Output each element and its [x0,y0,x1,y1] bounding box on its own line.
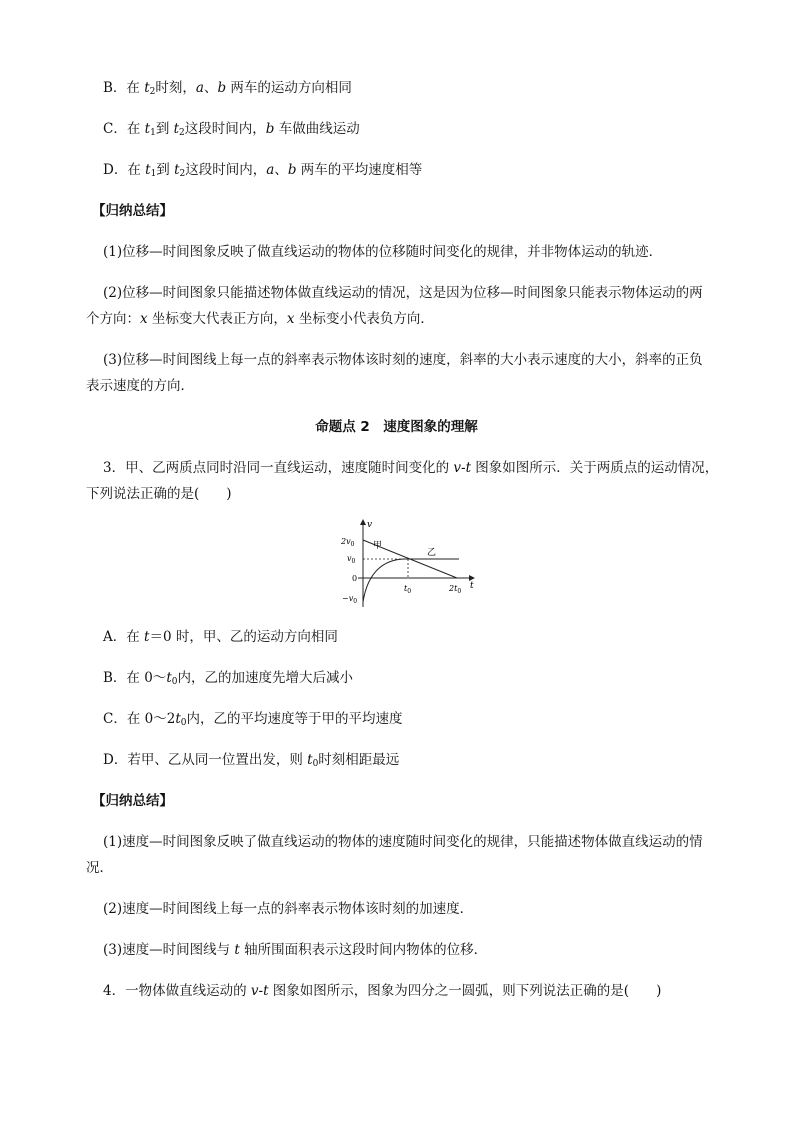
label-t0: $t_0$ [404,584,412,595]
label-v0: $v_0$ [347,554,356,565]
option-q2-d: D．在 $t_1$到 $t_2$这段时间内，a、b 两车的平均速度相等 [103,162,423,179]
label-neg-v0: $-v_0$ [342,594,358,605]
summary1-heading: 【归纳总结】 [92,203,173,219]
summary2-p3: (3)速度—时间图线与 t 轴所围面积表示这段时间内物体的位移． [103,942,488,958]
label-0: 0 [352,574,358,583]
summary2-p2: (2)速度—时间图线上每一点的斜率表示物体该时刻的加速度． [103,901,474,917]
series-yi-label: 乙 [427,548,437,558]
summary1-p2-line2: 个方向：x 坐标变大代表正方向，x 坐标变小代表负方向． [86,311,434,327]
label-2v0: $2v_0$ [341,537,355,548]
axis-v-label: v [367,520,373,530]
option-q3-d: D．若甲、乙从同一位置出发，则 $t_0$时刻相距最远 [103,752,400,769]
summary2-p1-line1: (1)速度—时间图象反映了做直线运动的物体的速度随时间变化的规律，只能描述物体做直线运动的情 [103,834,703,850]
series-jia-label: 甲 [373,541,383,551]
summary2-heading: 【归纳总结】 [92,793,173,809]
summary1-p3-line1: (3)位移—时间图线上每一点的斜率表示物体该时刻的速度，斜率的大小表示速度的大小，斜率的正负 [103,352,703,368]
summary1-p1: (1)位移—时间图象反映了做直线运动的物体的位移随时间变化的规律，并非物体运动的轨迹． [103,244,663,260]
option-q2-c: C．在 $t_1$到 $t_2$这段时间内，b 车做曲线运动 [103,121,360,138]
option-q3-b: B．在 $0\sim t_0$内，乙的加速度先增大后减小 [103,670,353,687]
option-q3-c: C．在 $0\sim 2t_0$内，乙的平均速度等于甲的平均速度 [103,711,403,728]
summary1-p2-line1: (2)位移—时间图象只能描述物体做直线运动的情况，这是因为位移—时间图象只能表示物体运动的两 [103,285,703,301]
series-yi-curve [363,559,462,602]
label-2t0: $2t_0$ [449,584,462,595]
axis-t-label: t [470,581,474,591]
q4-stem: 4．一物体做直线运动的 v-t 图象如图所示，图象为四分之一圆弧，则下列说法正确的是( ) [103,983,662,999]
option-q3-a: A．在 t＝0 时，甲、乙的运动方向相同 [103,629,338,645]
q3-stem-line2: 下列说法正确的是( ) [86,486,232,502]
summary2-p1-line2: 况． [86,860,113,876]
q3-stem-line1: 3．甲、乙两质点同时沿同一直线运动，速度随时间变化的 v-t 图象如图所示．关于两质点的运动情况， [103,460,719,476]
section-title: 命题点 2 速度图象的理解 [315,419,478,435]
q3-vt-figure [328,515,478,607]
option-q2-b: B．在 $t_2$时刻，a、b 两车的运动方向相同 [103,80,352,97]
summary1-p3-line2: 表示速度的方向． [86,378,194,394]
